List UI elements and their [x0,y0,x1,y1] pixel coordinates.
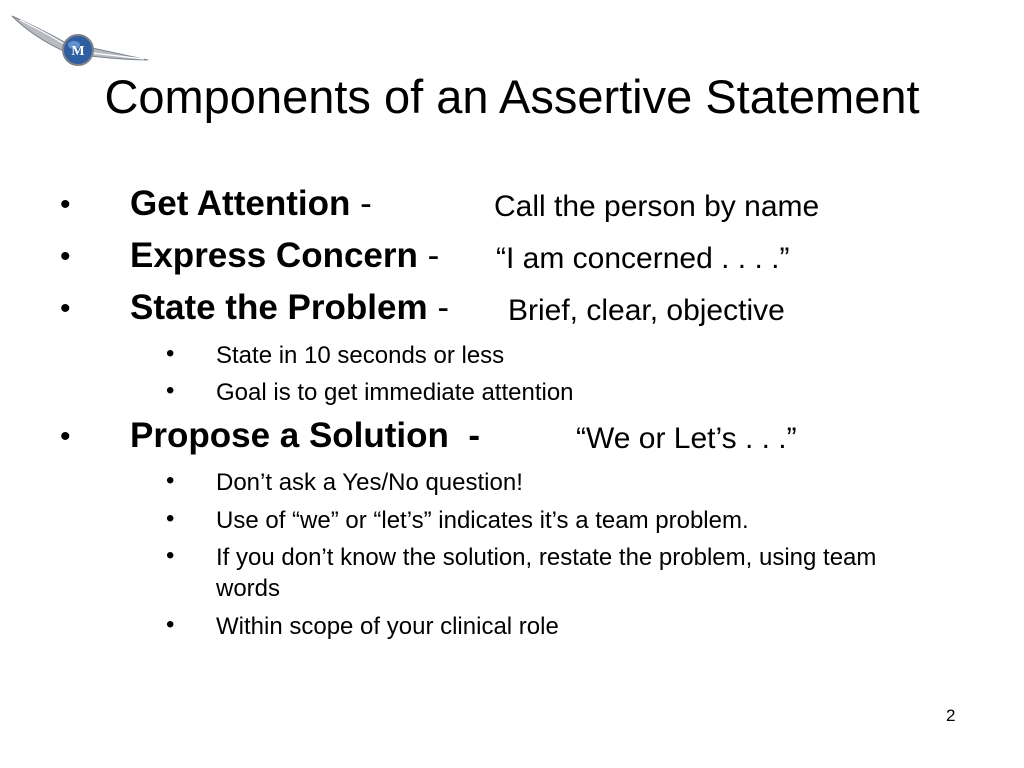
bullet-dash: - [437,288,449,327]
page-number: 2 [946,706,956,725]
sub-bullet-item [0,467,1024,497]
sub-bullet-item [0,542,1024,604]
sub-bullet-text: Use of “we” or “let’s” indicates it’s a team problem. [216,507,749,534]
bullet-item [0,184,1024,228]
sub-bullet-text: State in 10 seconds or less [216,342,505,369]
sub-bullet-text: Don’t ask a Yes/No question! [216,469,523,496]
bullet-heading [130,236,439,276]
sub-bullet-text: Within scope of your clinical role [216,613,559,640]
sub-bullet-item [0,340,1024,370]
bullet-heading-text: Get Attention [130,184,351,223]
bullet-dot: • [60,188,71,221]
bullet-item [0,416,1024,460]
bullet-item [0,236,1024,280]
bullet-dash: - [360,184,372,223]
winged-globe-logo-icon [10,14,150,70]
bullet-description: “We or Let’s . . .” [576,422,797,455]
sub-bullet-dot: • [166,377,175,404]
sub-bullet-text: Goal is to get immediate attention [216,379,574,406]
bullet-dash: - [468,416,481,455]
sub-bullet-dot: • [166,505,175,532]
bullet-heading-text: Express Concern [130,236,418,275]
bullet-description: “I am concerned . . . .” [496,242,790,275]
bullet-dash: - [427,236,440,275]
bullet-dot: • [60,292,71,325]
bullet-heading [130,184,372,224]
bullet-description: Call the person by name [494,190,820,223]
sub-bullet-text: If you don’t know the solution, restate the problem, using team words [216,544,877,602]
sub-bullet-item [0,611,1024,641]
sub-bullet-dot: • [166,542,175,569]
sub-bullet-item [0,377,1024,407]
bullet-heading-text: Propose a Solution [130,416,449,455]
bullet-heading-text: State the Problem [130,288,428,327]
svg-text:M: M [71,44,85,59]
sub-bullet-item [0,505,1024,535]
bullet-dot: • [60,420,71,453]
sub-bullet-dot: • [166,340,175,367]
bullet-heading [130,288,449,328]
slide-title: Components of an Assertive Statement [104,70,920,123]
bullet-heading [130,416,480,456]
sub-bullet-dot: • [166,467,175,494]
sub-bullet-dot: • [166,611,175,638]
bullet-item [0,288,1024,332]
bullet-description: Brief, clear, objective [508,294,785,327]
bullet-dot: • [60,240,71,273]
